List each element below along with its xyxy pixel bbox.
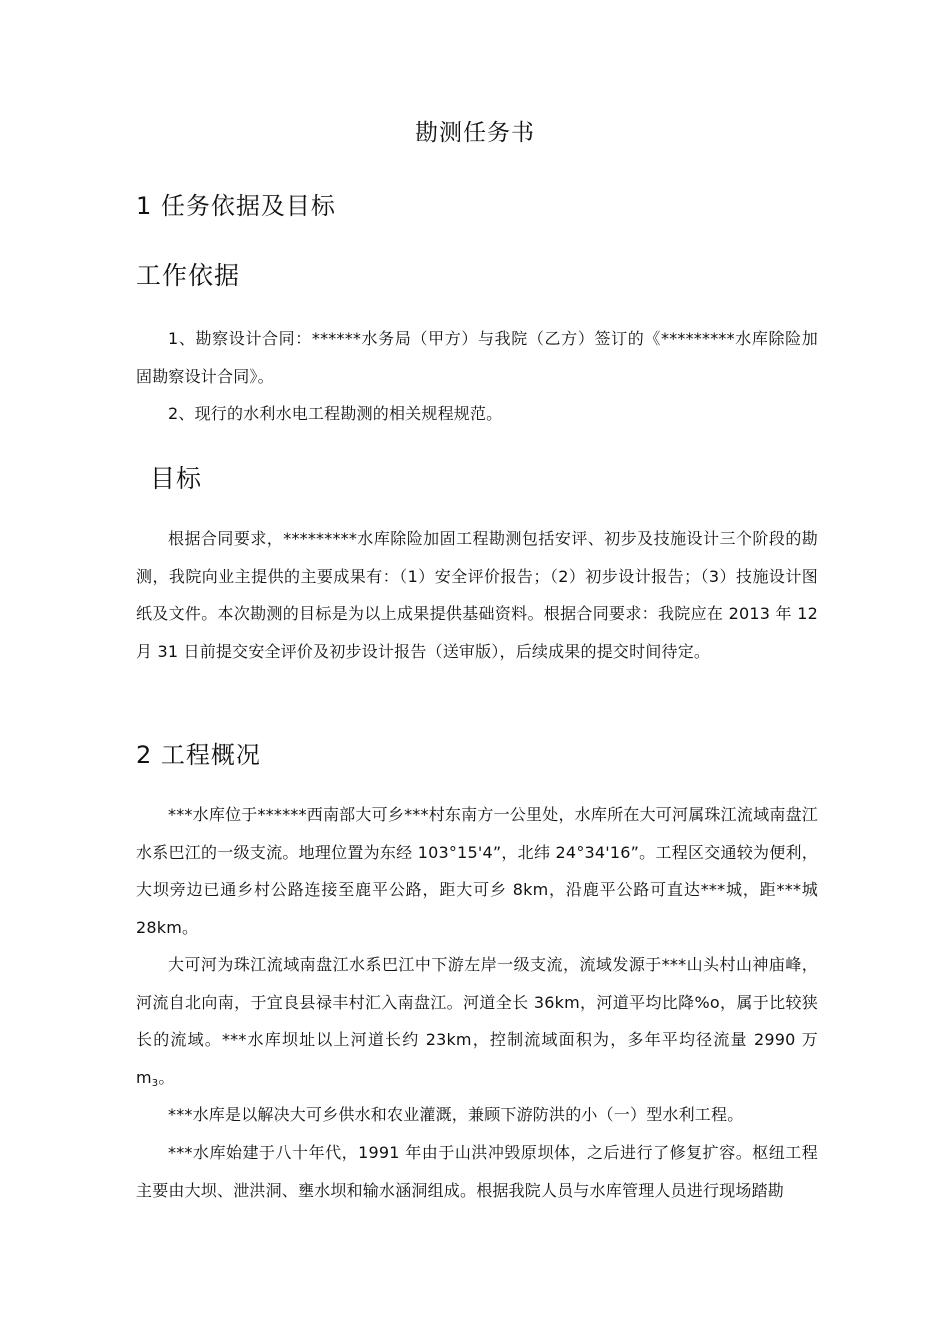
overview-paragraph-2-text: 大可河为珠江流域南盘江水系巴江中下游左岸一级支流，流域发源于***山头村山神庙峰，河流自北向南，于宜良县禄丰村汇入南盘江。河道全长 36km，河道平均比降%o，属于比较狭长的流域。***水库坝址以上河道长约 23km，控制流域面积为，多年平均径流量 2990 万 m — [136, 955, 818, 1087]
document-title: 勘测任务书 — [415, 120, 535, 146]
overview-paragraph-4: ***水库始建于八十年代，1991 年由于山洪冲毁原坝体，之后进行了修复扩容。枢纽工程主要由大坝、泄洪洞、壅水坝和输水涵洞组成。根据我院人员与水库管理人员进行现场踏勘 — [136, 1143, 818, 1200]
goal-paragraph: 根据合同要求，*********水库除险加固工程勘测包括安评、初步及技施设计三个阶段的勘测，我院向业主提供的主要成果有：（1）安全评价报告；（2）初步设计报告；（3）技施设计图纸及文件。本次勘测的目标是为以上成果提供基础资料。根据合同要求：我院应在 2013 年 12 月 31 日前提交安全评价及初步设计报告（送审版），后续成果的提交时间待定。 — [136, 529, 818, 661]
basis-item-1: 1、勘察设计合同：******水务局（甲方）与我院（乙方）签订的《*********水库除险加固勘察设计合同》。 — [136, 329, 818, 386]
overview-paragraph-1: ***水库位于******西南部大可乡***村东南方一公里处，水库所在大可河属珠江流域南盘江水系巴江的一级支流。地理位置为东经 103°15'4”，北纬 24°34'16”。工程区交通较为便利，大坝旁边已通乡村公路连接至鹿平公路，距大可乡 8km，沿鹿平公路可直达***城，距***城 28km。 — [136, 805, 818, 937]
overview-paragraph-2 — [136, 946, 818, 1102]
overview-paragraph-3: ***水库是以解决大可乡供水和农业灌溉，兼顾下游防洪的小（一）型水利工程。 — [168, 1105, 744, 1124]
unit-superscript: 3 — [151, 1077, 159, 1089]
basis-heading: 工作依据 — [136, 261, 241, 290]
section-2-heading: 2 工程概况 — [136, 741, 261, 769]
basis-item-2: 2、现行的水利水电工程勘测的相关规程规范。 — [168, 404, 503, 423]
goal-heading: 目标 — [150, 464, 203, 493]
unit-tail: 。 — [158, 1067, 175, 1087]
section-1-heading: 1 任务依据及目标 — [136, 192, 336, 220]
